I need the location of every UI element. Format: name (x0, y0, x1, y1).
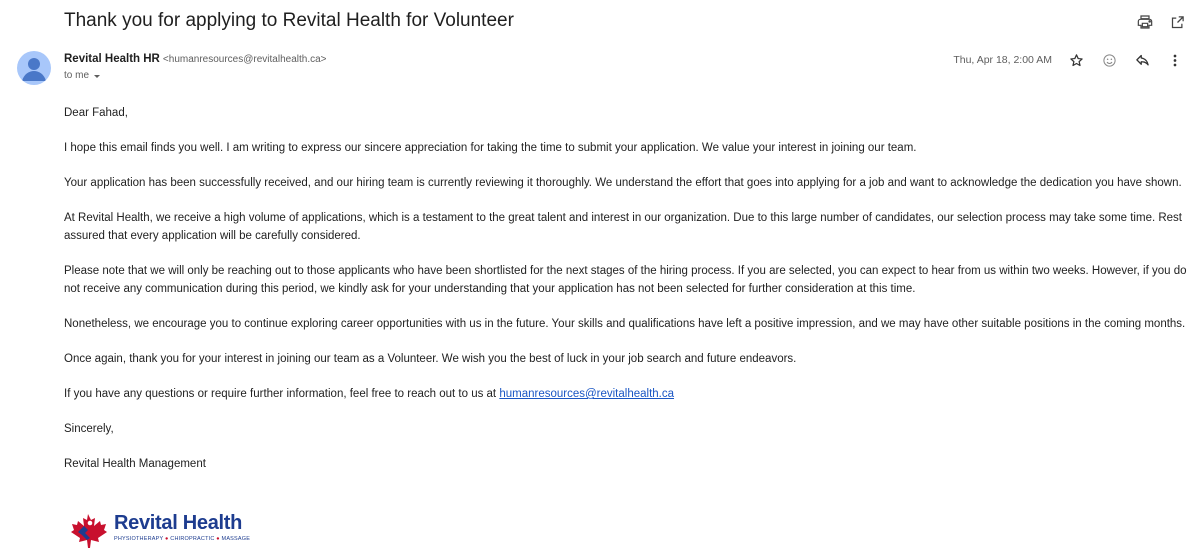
signature: Revital Health Management (64, 458, 206, 470)
greeting: Dear Fahad, (64, 107, 128, 119)
star-icon[interactable] (1067, 51, 1085, 69)
sender-email: <humanresources@revitalhealth.ca> (162, 54, 327, 65)
paragraph-1: I hope this email finds you well. I am writing to express our sincere appreciation for taking the time to submit your application. We value your interest in joining our team. (64, 142, 917, 154)
message-actions (1067, 51, 1184, 69)
email-body (64, 104, 1189, 490)
print-icon[interactable] (1136, 13, 1154, 31)
paragraph-4: Please note that we will only be reaching out to those applicants who have been shortlisted for the next stages of the hiring process. If you are selected, you can expect to hear from us within two weeks. However, if you do not receive any communication during this period, we kindly ask for your understanding that your application has not been selected for further consideration at this time. (64, 265, 1187, 295)
paragraph-5: Nonetheless, we encourage you to continue exploring career opportunities with us in the future. Your skills and qualifications have left a positive impression, and we may have other suitable positions in the coming months. (64, 318, 1186, 330)
paragraph-2: Your application has been successfully received, and our hiring team is currently reviewing it thoroughly. We understand the effort that goes into applying for a job and want to acknowledge the dedication you have shown. (64, 177, 1182, 189)
more-vert-icon[interactable] (1166, 51, 1184, 69)
company-logo (66, 512, 250, 548)
maple-leaf-icon (66, 512, 110, 548)
paragraph-3: At Revital Health, we receive a high volume of applications, which is a testament to the great talent and interest in our organization. Due to this large number of candidates, our selection process may take some time. Rest assured that every application will be carefully considered. (64, 212, 1182, 242)
reply-icon[interactable] (1133, 51, 1151, 69)
emoji-icon[interactable] (1100, 51, 1118, 69)
email-date: Thu, Apr 18, 2:00 AM (953, 54, 1052, 66)
chevron-down-icon[interactable] (92, 71, 102, 81)
contact-text: If you have any questions or require further information, feel free to reach out to us at (64, 388, 500, 400)
recipient-line[interactable] (64, 70, 102, 81)
sender-name[interactable]: Revital Health HR (64, 53, 160, 65)
recipient-label: to me (64, 70, 90, 81)
paragraph-6: Once again, thank you for your interest in joining our team as a Volunteer. We wish you the best of luck in your job search and future endeavors. (64, 353, 797, 365)
closing: Sincerely, (64, 423, 114, 435)
email-subject: Thank you for applying to Revital Health for Volunteer (64, 10, 514, 31)
open-in-new-window-icon[interactable] (1168, 13, 1186, 31)
top-toolbar (1136, 13, 1186, 31)
avatar[interactable] (17, 51, 51, 85)
logo-tagline: PHYSIOTHERAPY ● CHIROPRACTIC ● MASSAGE (114, 536, 251, 542)
sender-line (64, 53, 327, 65)
contact-email-link[interactable]: humanresources@revitalhealth.ca (499, 388, 675, 400)
paragraph-7 (64, 385, 1189, 403)
logo-name: Revital Health (114, 512, 243, 534)
